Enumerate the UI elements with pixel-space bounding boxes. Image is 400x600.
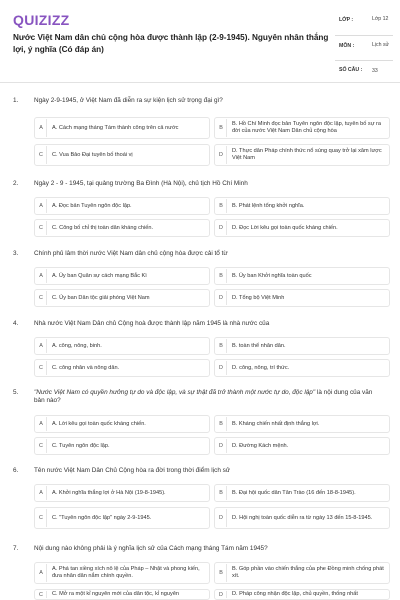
option-letter: B — [216, 486, 227, 500]
option-letter: B — [216, 119, 227, 137]
option-c[interactable] — [34, 589, 210, 600]
option-letter: C — [36, 439, 47, 453]
option-letter: C — [36, 291, 47, 305]
option-d[interactable] — [214, 589, 390, 600]
question-text: Tên nước Việt Nam Dân Chủ Cộng hòa ra đời trong thời điểm lịch sử — [34, 467, 231, 474]
option-text: D. Pháp công nhận độc lập, chủ quyền, thống nhất — [232, 591, 358, 597]
question-number: 1. — [13, 97, 19, 104]
option-letter: A — [36, 199, 47, 213]
option-text: A. Cách mạng tháng Tám thành công trên cả nước — [52, 124, 179, 131]
option-letter: B — [216, 199, 227, 213]
question-text: Ngày 2 - 9 - 1945, tại quảng trường Ba Đình (Hà Nội), chủ tịch Hồ Chí Minh — [34, 180, 248, 187]
option-text: A. Khởi nghĩa thắng lợi ở Hà Nội (19-8-1945). — [52, 489, 166, 496]
option-d[interactable] — [214, 219, 390, 237]
option-a[interactable] — [34, 562, 210, 584]
question-number: 5. — [13, 389, 19, 396]
option-b[interactable] — [214, 197, 390, 215]
option-a[interactable] — [34, 337, 210, 355]
question-number: 2. — [13, 180, 19, 187]
option-text: B. Góp phần vào chiến thắng của phe Đồng minh chống phát xít. — [232, 566, 384, 579]
option-text: A. Ủy ban Quân sự cách mạng Bắc Kì — [52, 272, 147, 279]
option-d[interactable] — [214, 437, 390, 455]
option-text: D. Tổng bộ Việt Minh — [232, 294, 285, 301]
option-c[interactable] — [34, 507, 210, 529]
option-d[interactable] — [214, 359, 390, 377]
option-letter: D — [216, 361, 227, 375]
meta-divider — [335, 60, 393, 61]
option-c[interactable] — [34, 289, 210, 307]
option-letter: B — [216, 339, 227, 353]
option-text: C. công nhân và nông dân. — [52, 364, 120, 371]
option-c[interactable] — [34, 359, 210, 377]
option-text: B. Ủy ban Khởi nghĩa toàn quốc — [232, 272, 312, 279]
question-count-label: SỐ CÂU : — [339, 67, 363, 73]
option-b[interactable] — [214, 117, 390, 139]
option-letter: A — [36, 564, 47, 582]
option-b[interactable] — [214, 415, 390, 433]
page-title: Nước Việt Nam dân chủ cộng hòa được thành lập (2-9-1945). Nguyên nhân thắng lợi, ý nghĩa (Có đáp án) — [13, 33, 329, 54]
option-text: C. Ủy ban Dân tộc giải phóng Việt Nam — [52, 294, 150, 301]
question-text — [34, 389, 384, 405]
option-d[interactable] — [214, 507, 390, 529]
option-text: B. Đại hội quốc dân Tân Trào (16 đến 18-8-1945). — [232, 489, 356, 496]
question-number: 3. — [13, 250, 19, 257]
grade-value: Lớp 12 — [372, 16, 389, 22]
option-text: B. toàn thể nhân dân. — [232, 342, 286, 349]
option-letter: D — [216, 509, 227, 527]
option-letter: D — [216, 291, 227, 305]
option-letter: C — [36, 509, 47, 527]
option-text: B. Kháng chiến nhất định thắng lợi. — [232, 420, 320, 427]
header-divider — [0, 82, 400, 83]
option-d[interactable] — [214, 144, 390, 166]
option-text: D. công, nông, trí thức. — [232, 364, 290, 371]
option-text: D. Đường Kách mệnh. — [232, 442, 289, 449]
question-count-value: 33 — [372, 68, 378, 74]
question-quote: "Nước Việt Nam có quyền hưởng tự do và độc lập, và sự thật đã trở thành một nước tự do, độc lập" — [34, 389, 316, 396]
grade-label: LỚP : — [339, 17, 354, 23]
option-text: A. Phá tan xiềng xích nô lệ của Pháp – Nhật và phong kiến, đưa nhân dân nắm chính quyền. — [52, 566, 200, 579]
option-letter: A — [36, 417, 47, 431]
question-text: Nhà nước Việt Nam Dân chủ Cộng hoà được thành lập năm 1945 là nhà nước của — [34, 320, 270, 327]
option-letter: B — [216, 269, 227, 283]
option-a[interactable] — [34, 197, 210, 215]
option-letter: D — [216, 591, 227, 598]
option-b[interactable] — [214, 562, 390, 584]
question-number: 6. — [13, 467, 19, 474]
option-b[interactable] — [214, 267, 390, 285]
question-number: 4. — [13, 320, 19, 327]
option-text: A. công, nông, binh. — [52, 342, 102, 349]
option-text: D. Đọc Lời kêu gọi toàn quốc kháng chiến. — [232, 224, 338, 231]
option-text: C. "Tuyên ngôn độc lập" ngày 2-9-1945. — [52, 514, 152, 521]
option-b[interactable] — [214, 484, 390, 502]
option-b[interactable] — [214, 337, 390, 355]
option-c[interactable] — [34, 219, 210, 237]
option-letter: B — [216, 417, 227, 431]
option-letter: B — [216, 564, 227, 582]
question-text: Nội dung nào không phải là ý nghĩa lịch sử của Cách mạng tháng Tám năm 1945? — [34, 545, 268, 552]
option-text: D. Hội nghị toàn quốc diễn ra từ ngày 13 đến 15-8-1945. — [232, 514, 373, 521]
option-text: B. Phát lệnh tổng khởi nghĩa. — [232, 202, 305, 209]
option-letter: C — [36, 591, 47, 598]
option-a[interactable] — [34, 117, 210, 139]
option-letter: A — [36, 339, 47, 353]
option-letter: A — [36, 486, 47, 500]
option-letter: D — [216, 146, 227, 164]
option-text: C. Tuyên ngôn độc lập. — [52, 442, 110, 449]
subject-value: Lịch sử — [372, 42, 390, 48]
question-text: Ngày 2-9-1945, ở Việt Nam đã diễn ra sự kiện lịch sử trọng đại gì? — [34, 97, 223, 104]
option-letter: D — [216, 439, 227, 453]
option-text: C. Vua Bảo Đại tuyên bố thoái vị — [52, 151, 133, 158]
option-letter: D — [216, 221, 227, 235]
option-text: D. Thực dân Pháp chính thức nổ súng quay trở lại xâm lược Việt Nam — [232, 148, 382, 161]
option-text: A. Đọc bản Tuyên ngôn độc lập. — [52, 202, 132, 209]
option-letter: A — [36, 119, 47, 137]
question-text: Chính phủ lâm thời nước Việt Nam dân chủ cộng hòa được cải tổ từ — [34, 250, 228, 257]
option-text: C. Mở ra một kỉ nguyên mới của dân tộc, kỉ nguyên — [52, 591, 180, 597]
option-letter: C — [36, 221, 47, 235]
worksheet-header — [0, 0, 400, 82]
option-a[interactable] — [34, 267, 210, 285]
option-text: A. Lời kêu gọi toàn quốc kháng chiến. — [52, 420, 146, 427]
option-text: B. Hồ Chí Minh đọc bản Tuyên ngôn độc lập, tuyên bố sự ra đời của nước Việt Nam Dân chủ cộng hòa — [232, 121, 381, 134]
question-number: 7. — [13, 545, 19, 552]
option-c[interactable] — [34, 437, 210, 455]
meta-divider — [335, 35, 393, 36]
subject-label: MÔN : — [339, 43, 355, 49]
question-text-rest: là nội dung của văn bản nào? — [34, 389, 373, 404]
option-a[interactable] — [34, 484, 210, 502]
option-c[interactable] — [34, 144, 210, 166]
option-d[interactable] — [214, 289, 390, 307]
option-a[interactable] — [34, 415, 210, 433]
quizizz-logo: QUIZIZZ — [13, 12, 70, 28]
option-letter: C — [36, 146, 47, 164]
option-letter: C — [36, 361, 47, 375]
option-text: C. Công bố chỉ thị toàn dân kháng chiến. — [52, 224, 154, 231]
option-letter: A — [36, 269, 47, 283]
